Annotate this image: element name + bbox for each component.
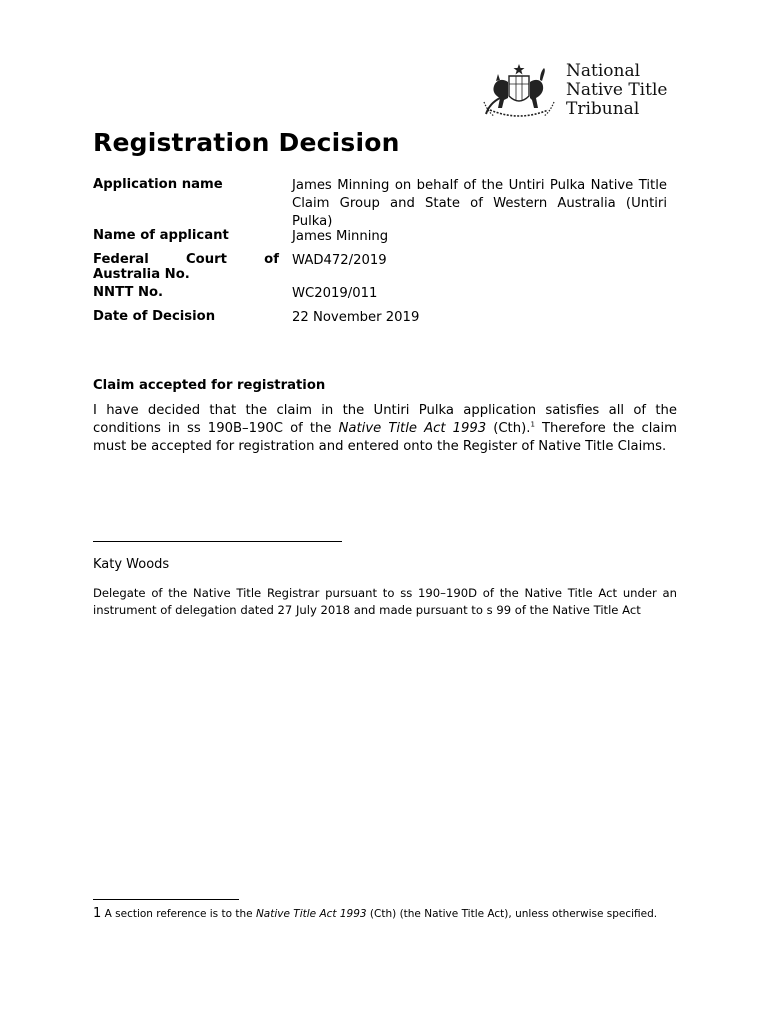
footnote-divider bbox=[93, 899, 239, 900]
footnote-reference[interactable]: 1 bbox=[530, 420, 535, 429]
logo-line-1: National bbox=[566, 61, 641, 81]
applicant-value: James Minning bbox=[292, 229, 389, 244]
signature-line bbox=[93, 541, 342, 542]
federal-court-label-word: of bbox=[264, 252, 279, 267]
footnote-number: 1 bbox=[93, 906, 102, 921]
nntt-label: NNTT No. bbox=[93, 285, 164, 300]
application-name-label: Application name bbox=[93, 177, 223, 192]
federal-court-label-word: Court bbox=[185, 252, 227, 267]
application-name-value: James Minning on behalf of the Untiri Pulka Native Title Claim Group and State of Western Australia (Untiri Pulka) bbox=[292, 178, 667, 229]
nntt-logo bbox=[480, 60, 680, 124]
claim-text-2: (Cth). bbox=[486, 421, 531, 437]
footnote-act-name: Native Title Act 1993 bbox=[255, 908, 367, 920]
signatory-name: Katy Woods bbox=[93, 557, 170, 572]
coat-of-arms-icon bbox=[480, 62, 558, 122]
decision-date-label: Date of Decision bbox=[93, 309, 216, 324]
nntt-value: WC2019/011 bbox=[292, 286, 378, 301]
decision-date-value: 22 November 2019 bbox=[292, 310, 420, 325]
logo-wordmark bbox=[566, 62, 667, 119]
logo-line-2: Native Title bbox=[566, 80, 668, 100]
claim-heading: Claim accepted for registration bbox=[93, 378, 326, 393]
applicant-label: Name of applicant bbox=[93, 228, 229, 243]
claim-act-name: Native Title Act 1993 bbox=[338, 421, 487, 437]
page-title: Registration Decision bbox=[93, 128, 400, 157]
footnote-text-2: (Cth) (the Native Title Act), unless otherwise specified. bbox=[366, 908, 658, 920]
federal-court-value: WAD472/2019 bbox=[292, 253, 387, 268]
footnote bbox=[93, 906, 677, 923]
footnote-text-1: A section reference is to the bbox=[101, 908, 256, 920]
federal-court-label bbox=[93, 252, 279, 282]
claim-text-3: Therefore the claim must be accepted for registration and entered onto the Register of Native Title Claims. bbox=[93, 421, 677, 455]
federal-court-label-word: Federal bbox=[93, 252, 149, 267]
delegate-statement: Delegate of the Native Title Registrar pursuant to ss 190–190D of the Native Title Act under an instrument of delegation dated 27 July 2018 and made pursuant to s 99 of the Native Title Act bbox=[93, 586, 677, 617]
claim-paragraph bbox=[93, 402, 677, 457]
federal-court-label-line2: Australia No. bbox=[93, 267, 190, 282]
claim-text-1: I have decided that the claim in the Untiri Pulka application satisfies all of the conditions in ss 190B–190C of the bbox=[93, 403, 677, 437]
logo-line-3: Tribunal bbox=[566, 99, 640, 119]
